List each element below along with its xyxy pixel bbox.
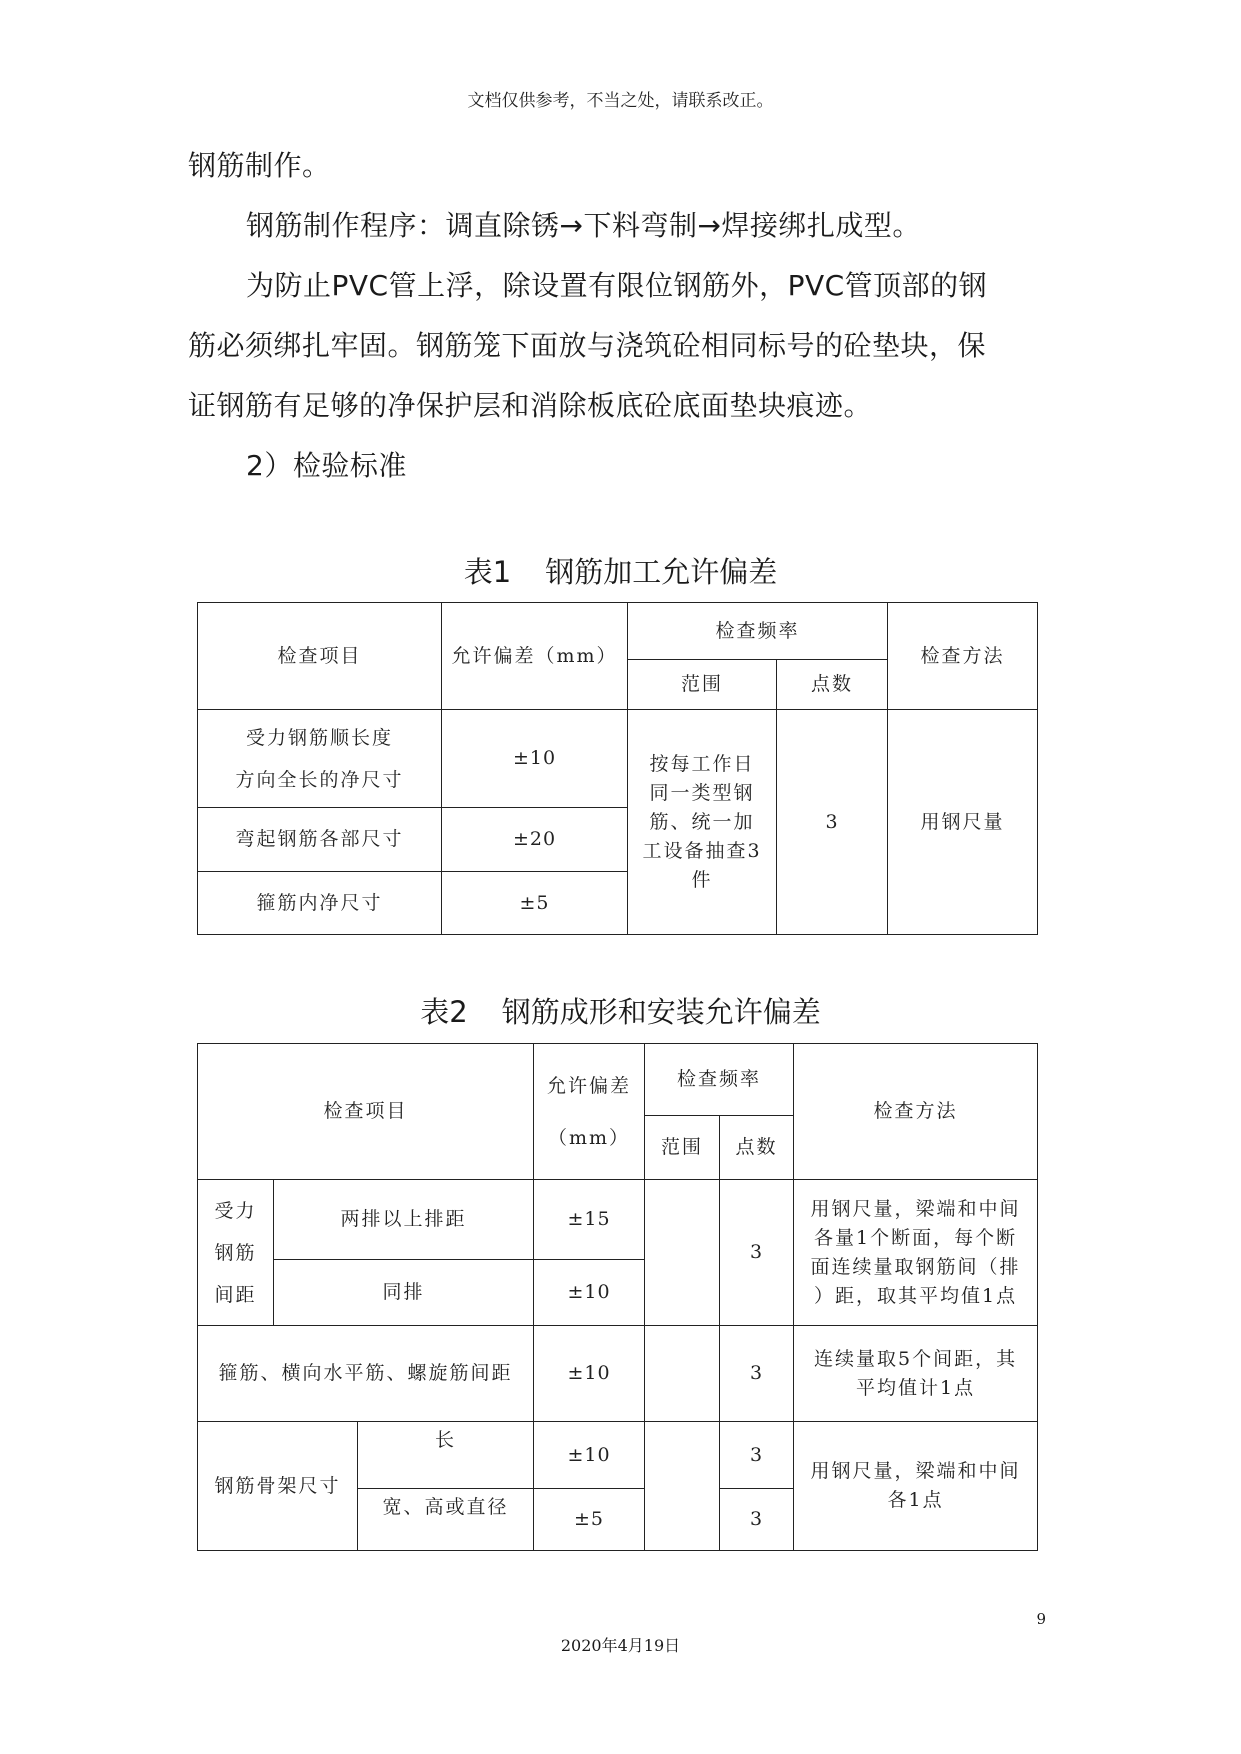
t1-range-line2: 同一类型钢 [649, 781, 755, 804]
t2-group1-points: 3 [720, 1180, 794, 1326]
t2-group3-label: 钢筋骨架尺寸 [198, 1422, 358, 1551]
t2-group3-row1-tolerance: ±10 [534, 1422, 645, 1489]
t2-header-tolerance-line2: （mm） [548, 1126, 631, 1149]
t2-header-points: 点数 [720, 1116, 794, 1180]
t2-group1-method-line1: 用钢尺量，梁端和中间 [810, 1197, 1021, 1220]
t1-row2-tolerance: ±20 [442, 808, 628, 872]
t1-header-frequency: 检查频率 [628, 603, 888, 660]
t2-group3-range [645, 1422, 720, 1551]
t1-row3-item: 箍筋内净尺寸 [198, 872, 442, 935]
t2-group3-method [794, 1422, 1038, 1551]
t2-group3-method-line1: 用钢尺量，梁端和中间 [810, 1460, 1021, 1482]
t1-points-cell: 3 [777, 710, 888, 935]
table1-caption-number: 表1 [463, 555, 512, 589]
t2-group1-method-line3: 面连续量取钢筋间（排 [810, 1255, 1021, 1278]
t1-row3-tolerance: ±5 [442, 872, 628, 935]
t1-header-range: 范围 [628, 660, 777, 710]
t2-group1-row1-item: 两排以上排距 [274, 1180, 534, 1260]
t2-stirrup-method [794, 1326, 1038, 1422]
table1-caption [0, 555, 1241, 589]
t1-header-method: 检查方法 [888, 603, 1038, 710]
t2-header-tolerance-line1: 允许偏差 [547, 1074, 632, 1097]
t2-header-range: 范围 [645, 1116, 720, 1180]
t2-header-frequency: 检查频率 [645, 1044, 794, 1116]
header-disclaimer: 文档仅供参考，不当之处，请联系改正。 [467, 91, 774, 111]
t2-header-item: 检查项目 [198, 1044, 534, 1180]
paragraph-pvc-line3: 证钢筋有足够的净保护层和消除板底砼底面垫块痕迹。 [188, 389, 873, 422]
t2-stirrup-method-line2: 平均值计1点 [856, 1376, 976, 1399]
footer-date: 2020年4月19日 [560, 1636, 681, 1655]
section-heading-inspection-standard: 2）检验标准 [246, 449, 407, 482]
t2-stirrup-item: 箍筋、横向水平筋、螺旋筋间距 [198, 1326, 534, 1422]
t2-stirrup-method-line1: 连续量取5个间距，其 [814, 1347, 1018, 1370]
t2-group1-label-line3: 间距 [214, 1283, 257, 1306]
t2-group1-method-line2: 各量1个断面，每个断 [814, 1226, 1018, 1249]
paragraph-fabrication-procedure: 钢筋制作程序：调直除锈→下料弯制→焊接绑扎成型。 [246, 209, 921, 242]
t2-group3-row1-points: 3 [720, 1422, 794, 1489]
t1-header-item: 检查项目 [198, 603, 442, 710]
t1-range-line5: 件 [691, 868, 713, 891]
t2-header-method: 检查方法 [794, 1044, 1038, 1180]
paragraph-pvc-line1: 为防止PVC管上浮，除设置有限位钢筋外，PVC管顶部的钢 [246, 269, 988, 302]
t2-header-tolerance [534, 1044, 645, 1180]
table2-caption-number: 表2 [420, 995, 468, 1029]
page-number: 9 [1036, 1610, 1046, 1628]
paragraph-pvc-line2: 筋必须绑扎牢固。钢筋笼下面放与浇筑砼相同标号的砼垫块，保 [188, 329, 987, 362]
t2-group3-row2-points: 3 [720, 1489, 794, 1551]
t2-group1-method [794, 1180, 1038, 1326]
t2-stirrup-points: 3 [720, 1326, 794, 1422]
t2-stirrup-tolerance: ±10 [534, 1326, 645, 1422]
table2-caption-title: 钢筋成形和安装允许偏差 [501, 995, 821, 1029]
t1-range-cell [628, 710, 777, 935]
t2-group1-label-line1: 受力 [214, 1199, 257, 1222]
table1-caption-title: 钢筋加工允许偏差 [545, 555, 778, 589]
t1-header-points: 点数 [777, 660, 888, 710]
t2-group1-row2-tolerance: ±10 [534, 1260, 645, 1326]
t1-range-line3: 筋、统一加 [649, 810, 755, 833]
t2-group1-label-line2: 钢筋 [214, 1241, 257, 1264]
t2-group3-row2-item: 宽、高或直径 [358, 1489, 534, 1551]
t2-group1-range [645, 1180, 720, 1326]
t2-group3-row2-tolerance: ±5 [534, 1489, 645, 1551]
t2-stirrup-range [645, 1326, 720, 1422]
t1-row2-item: 弯起钢筋各部尺寸 [198, 808, 442, 872]
table1-rebar-processing-tolerance [197, 602, 1038, 935]
t2-group1-label [198, 1180, 274, 1326]
table2-caption [0, 995, 1241, 1029]
t1-row1-item-line2: 方向全长的净尺寸 [235, 768, 404, 791]
t1-method-cell: 用钢尺量 [888, 710, 1038, 935]
paragraph-rebar-fabrication: 钢筋制作。 [188, 149, 331, 182]
t1-header-tolerance: 允许偏差（mm） [442, 603, 628, 710]
t2-group3-method-line2: 各1点 [887, 1489, 944, 1511]
t2-group3-row1-item: 长 [358, 1422, 534, 1489]
t2-group1-method-line4: ）距，取其平均值1点 [814, 1284, 1018, 1307]
t1-row1-tolerance: ±10 [442, 710, 628, 808]
table2-rebar-forming-installation-tolerance [197, 1043, 1038, 1551]
t1-row1-item [198, 710, 442, 808]
t1-range-line1: 按每工作日 [649, 752, 755, 775]
t1-row1-item-line1: 受力钢筋顺长度 [245, 726, 393, 749]
t2-group1-row2-item: 同排 [274, 1260, 534, 1326]
t2-group1-row1-tolerance: ±15 [534, 1180, 645, 1260]
t1-range-line4: 工设备抽查3 [642, 839, 762, 862]
